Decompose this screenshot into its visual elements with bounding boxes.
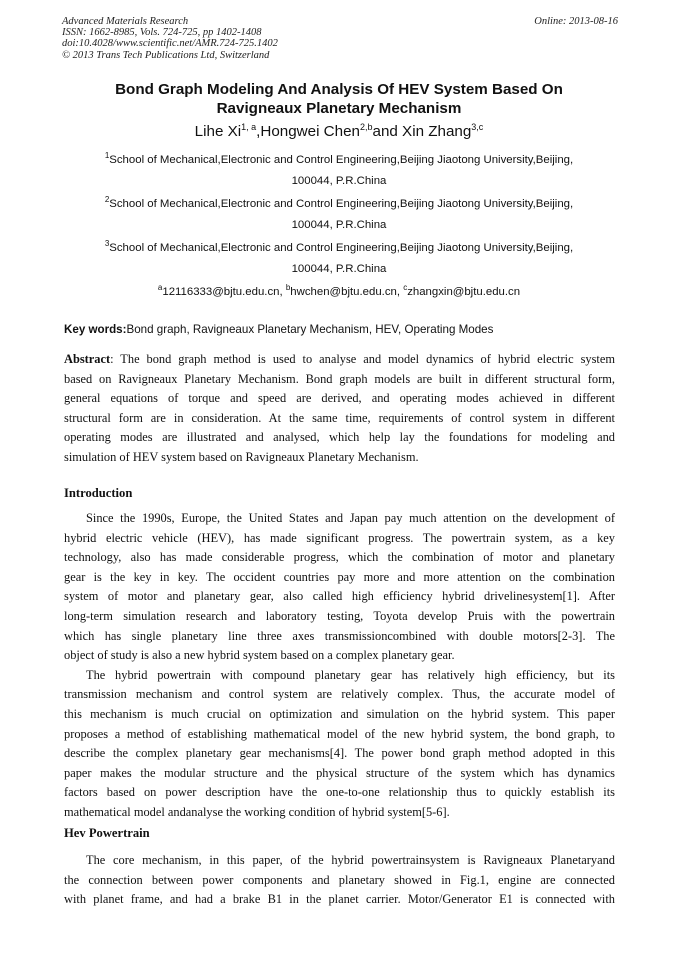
journal-name: Advanced Materials Research: [62, 16, 189, 27]
intro-line: technology, also has made considerable progress, which the combination of motor and planetary: [64, 550, 615, 565]
email-a[interactable]: 12116333@bjtu.edu.cn,: [162, 286, 286, 298]
title-line-1: Bond Graph Modeling And Analysis Of HEV System Based On: [115, 81, 563, 98]
intro-line: hybrid electric vehicle (HEV), has made significant progress. The powertrain system, as a key: [64, 530, 615, 545]
abstract-line: general equations of torque and speed are derived, and operating modes achieved in different: [64, 391, 615, 406]
abstract-line: structural form are in consideration. At the same time, requirements of control system in different: [64, 410, 615, 425]
affiliation-3: [78, 238, 600, 280]
author-2: ,Hongwei Chen: [256, 123, 360, 140]
intro-line: transmission mechanism and control system are relatively complex. Thus, the accurate model of: [64, 687, 615, 702]
author-1: Lihe Xi: [194, 123, 242, 140]
author-3: and Xin Zhang: [372, 123, 472, 140]
affiliation-3-line-1: School of Mechanical,Electronic and Control Engineering,Beijing Jiaotong University,Beijing,: [109, 242, 574, 254]
affiliation-2: [78, 194, 600, 236]
section-heading-hev-powertrain: Hev Powertrain: [64, 826, 150, 840]
affiliation-1-line-2: 100044, P.R.China: [291, 175, 387, 187]
email-c[interactable]: zhangxin@bjtu.edu.cn: [407, 286, 521, 298]
abstract-line: operating modes are illustrated and analysed, which help lay the foundations for modeling and: [64, 430, 615, 445]
email-b[interactable]: hwchen@bjtu.edu.cn,: [290, 286, 404, 298]
affiliation-2-line-1: School of Mechanical,Electronic and Control Engineering,Beijing Jiaotong University,Beijing,: [109, 198, 574, 210]
hev-line: The core mechanism, in this paper, of the hybrid powertrainsystem is Ravigneaux Planetaryand: [86, 853, 615, 867]
hev-line: with planet frame, and had a brake B1 in the planet carrier. Motor/Generator E1 is connected with: [64, 892, 615, 907]
author-3-sup: 3,c: [471, 122, 484, 132]
email-c-sup: c: [403, 283, 408, 292]
keywords-text: Bond graph, Ravigneaux Planetary Mechanism, HEV, Operating Modes: [126, 323, 494, 336]
intro-line: factors based on power description have the one-to-one relationship thus to quickly establish its: [64, 785, 615, 800]
doi-line: doi:10.4028/www.scientific.net/AMR.724-725.1402: [62, 38, 278, 50]
author-emails: [62, 282, 616, 302]
affiliation-2-line-2: 100044, P.R.China: [291, 219, 387, 231]
affiliation-3-line-2: 100044, P.R.China: [291, 263, 387, 275]
hev-powertrain-body: [64, 851, 615, 910]
intro-line: The hybrid powertrain with compound planetary gear has relatively high efficiency, but its: [86, 667, 615, 682]
journal-header: [62, 16, 618, 61]
keywords-label: Key words:: [64, 323, 127, 336]
intro-line: proposes a method of establishing mathematical model of the new hybrid system, the bond graph, to: [64, 726, 615, 741]
keywords: [64, 320, 618, 340]
intro-line: Since the 1990s, Europe, the United States and Japan pay much attention on the development of: [86, 511, 615, 525]
online-date: Online: 2013-08-16: [534, 16, 618, 27]
abstract: [64, 350, 615, 468]
introduction-body: [64, 509, 615, 823]
intro-line: describe the complex planetary gear mechanisms[4]. The power bond graph method adopted in this: [64, 746, 615, 761]
author-2-sup: 2,b: [359, 122, 373, 132]
affiliation-2-sup: 2: [104, 195, 110, 204]
affiliation-3-sup: 3: [104, 239, 110, 248]
abstract-line: simulation of HEV system based on Ravigneaux Planetary Mechanism.: [64, 449, 419, 464]
title-line-2: Ravigneaux Planetary Mechanism: [216, 100, 462, 117]
email-a-sup: a: [157, 283, 163, 292]
copyright-line: © 2013 Trans Tech Publications Ltd, Switzerland: [62, 49, 270, 61]
author-1-sup: 1, a: [241, 122, 257, 132]
intro-line: this mechanism is much crucial on optimization and simulation on the hybrid system. This paper: [64, 706, 615, 721]
intro-line: which has single planetary line three axes transmissioncombined with double motors[2-3]. The: [64, 628, 615, 643]
affiliation-1-line-1: School of Mechanical,Electronic and Control Engineering,Beijing Jiaotong University,Beijing,: [109, 154, 574, 166]
intro-line: object of study is also a new hybrid system based on a complex planetary gear.: [64, 648, 455, 663]
author-list: [62, 123, 616, 141]
abstract-line: Abstract: The bond graph method is used to analyse and model dynamics of hybrid electric system: [64, 352, 615, 366]
intro-line: gear is the key in key. The occident countries pay more and more attention on the combination: [64, 569, 615, 584]
section-heading-introduction: Introduction: [64, 486, 133, 500]
affiliation-1-sup: 1: [104, 151, 110, 160]
paper-title: [62, 80, 616, 118]
abstract-label: Abstract: [64, 352, 111, 366]
affiliation-1: [78, 150, 600, 192]
intro-line: mathematical model andanalyse the working condition of hybrid system[5-6].: [64, 804, 450, 819]
intro-line: long-term simulation research and laboratory testing, Toyota develop Pruis with the powertrain: [64, 608, 615, 623]
abstract-line: based on Ravigneaux Planetary Mechanism. Bond graph models are built in different structural form,: [64, 371, 615, 386]
intro-line: paper makes the modular structure and the physical structure of the system which has dynamics: [64, 765, 615, 780]
intro-line: system of motor and planetary gear, also called high efficiency hybrid drivelinesystem[1]. After: [64, 589, 615, 604]
email-b-sup: b: [285, 283, 291, 292]
issn-line: ISSN: 1662-8985, Vols. 724-725, pp 1402-1408: [62, 27, 262, 39]
hev-line: the connection between power components and planetary showed in Fig.1, engine are connected: [64, 872, 615, 887]
